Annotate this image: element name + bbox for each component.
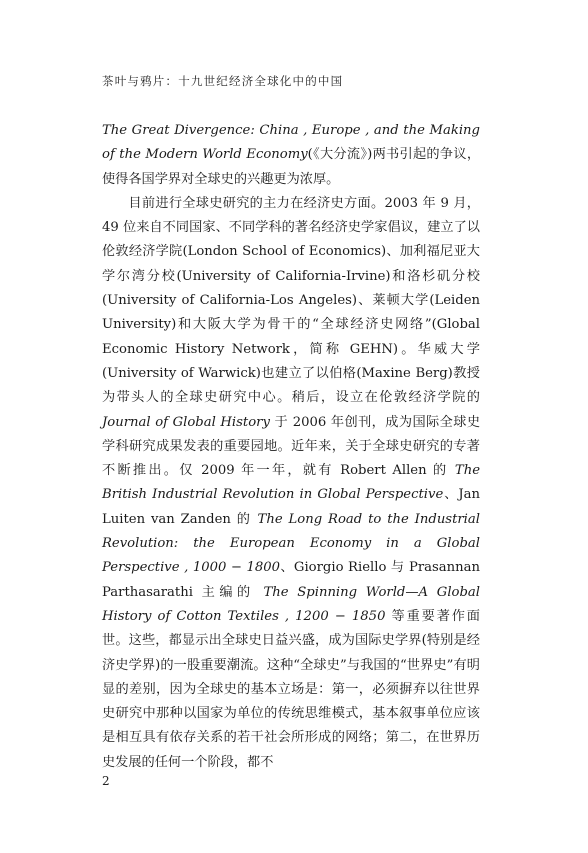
book-title-zanden: The Long Road to the Industrial Revolution: the European Economy in a Global Perspective , 1000 − 1800 — [102, 511, 480, 576]
journal-title: Journal of Global History — [102, 414, 270, 430]
paragraph-text: 、Jan Luiten van Zanden 的 — [102, 487, 480, 527]
book-title-great-divergence: The Great Divergence: China , Europe , and the Making of the Modern World Economy — [102, 123, 480, 163]
paragraph-text: 、Giorgio Riello 与 Prasannan Parthasarathi 主编的 — [102, 560, 480, 600]
paragraph — [102, 119, 480, 192]
paragraph-text: 目前进行全球史研究的主力在经济史方面。2003 年 9 月，49 位来自不同国家、不同学科的著名经济史学家倡议，建立了以伦敦经济学院(London School of Economics)、加利福尼亚大学尔湾分校(University of California-Irvine)和洛杉矶分校(University of California-Los Angeles)、莱顿大学(Leiden University)和大阪大学为骨干的“全球经济史网络”(Global Economic History Network，简称 GEHN)。华威大学(University of Warwick)也建立了以伯格(Maxine Berg)教授为带头人的全球史研究中心。稍后，设立在伦敦经济学院的 — [102, 195, 480, 406]
running-header: 茶叶与鸦片：十九世纪经济全球化中的中国 — [102, 74, 344, 88]
page-number: 2 — [102, 774, 110, 788]
paragraph-text: 等重要著作面世。这些，都显示出全球史日益兴盛，成为国际史学界(特别是经济史学界)的一股重要潮流。这种“全球史”与我国的“世界史”有明显的差别，因为全球史的基本立场是：第一，必须摒弃以往世界史研究中那种以国家为单位的传统思维模式，基本叙事单位应该是相互具有依存关系的若干社会所形成的网络；第二，在世界历史发展的任何一个阶段，都不 — [102, 608, 480, 770]
paragraph-text: (《大分流》)两书引起的争议，使得各国学界对全球史的兴趣更为浓厚。 — [102, 147, 481, 187]
book-title-allen: The British Industrial Revolution in Global Perspective — [102, 463, 480, 503]
paragraph-text: 于 2006 年创刊，成为国际全球史学科研究成果发表的重要园地。近年来，关于全球史研究的专著不断推出。仅 2009 年一年，就有 Robert Allen 的 — [102, 414, 481, 479]
book-title-riello: The Spinning World—A Global History of Cotton Textiles , 1200 − 1850 — [102, 584, 480, 624]
body-text — [102, 119, 480, 775]
paragraph — [102, 192, 480, 775]
